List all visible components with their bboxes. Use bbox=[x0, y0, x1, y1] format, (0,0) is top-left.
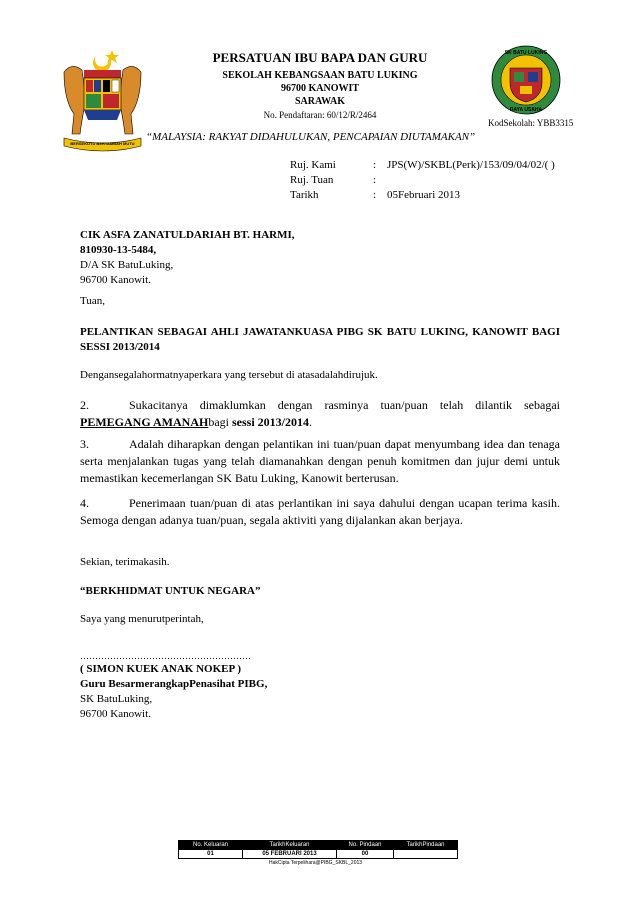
registration-number: No. Pendaftaran: 60/12/R/2464 bbox=[263, 110, 377, 120]
paragraph-3-text: Adalah diharapkan dengan pelantikan ini tuan/puan dapat menyumbang idea dan tenaga serta menjalankan tugas yang telah diamanahkan dengan penuh komitmen dan jujur demi untuk memastikan kecemerlangan SK Batu Luking, Kanowit berterusan. bbox=[80, 437, 560, 485]
school-crest-bottom-text: DAYA USAHA bbox=[509, 107, 543, 113]
salutation: Tuan, bbox=[80, 295, 105, 307]
footer-amendment-no: 00 bbox=[337, 850, 394, 859]
paragraph-2-role: PEMEGANG AMANAH bbox=[80, 415, 209, 429]
school-postcode-town: 96700 KANOWIT bbox=[280, 83, 360, 94]
ref-label: Ruj. Tuan bbox=[290, 174, 334, 186]
footer-header-issue-date: TarikhKeluaran bbox=[243, 841, 337, 850]
document-control-table bbox=[178, 840, 458, 859]
paragraph-4-text: Penerimaan tuan/puan di atas perlantikan ini saya dahului dengan ucapan terima kasih. Semoga dengan adanya tuan/puan, segala aktiviti yang dijalankan akan berjaya. bbox=[80, 496, 560, 527]
footer-header-amendment-date: TarikhPindaan bbox=[394, 841, 458, 850]
school-name: SEKOLAH KEBANGSAAN BATU LUKING bbox=[222, 70, 418, 81]
signatory-name: ( SIMON KUEK ANAK NOKEP ) bbox=[80, 663, 242, 675]
ref-sep: : bbox=[373, 189, 377, 201]
paragraph-4-number: 4. bbox=[80, 496, 89, 510]
footer-amendment-date bbox=[394, 850, 458, 859]
ref-value: JPS(W)/SKBL(Perk)/153/09/04/02/( ) bbox=[387, 159, 555, 171]
ref-value: 05Februari 2013 bbox=[387, 189, 461, 201]
signatory-address-line2: 96700 Kanowit. bbox=[80, 708, 151, 720]
ref-sep: : bbox=[373, 159, 377, 171]
paragraph-2-number: 2. bbox=[80, 398, 89, 412]
subject: PELANTIKAN SEBAGAI AHLI JAWATANKUASA PIBG SK BATU LUKING, KANOWIT BAGI SESSI 2013/2014 bbox=[80, 326, 560, 353]
paragraph-3 bbox=[80, 436, 560, 487]
recipient-ic: 810930-13-5484, bbox=[80, 244, 157, 256]
recipient-name: CIK ASFA ZANATULDARIAH BT. HARMI, bbox=[80, 229, 295, 241]
malaysia-crest-logo bbox=[60, 42, 145, 157]
paragraph-2-session: sessi 2013/2014 bbox=[232, 415, 310, 429]
school-code: KodSekolah: YBB3315 bbox=[488, 118, 574, 128]
paragraph-2-end: . bbox=[309, 415, 313, 429]
crest-banner-text: BERSEKUTU BERTAMBAH MUTU bbox=[70, 141, 135, 146]
recipient-address-line1: D/A SK BatuLuking, bbox=[80, 259, 174, 271]
motto: “MALAYSIA: RAKYAT DIDAHULUKAN, PENCAPAIAN DIUTAMAKAN” bbox=[146, 131, 476, 143]
copyright: HakCipta Terpelihara@PIBG_SKBL_2013 bbox=[268, 860, 363, 866]
footer-issue-no: 01 bbox=[179, 850, 243, 859]
signature-block bbox=[80, 651, 560, 722]
paragraph-2 bbox=[80, 397, 560, 431]
signatory-title: Guru BesarmerangkapPenasihat PIBG, bbox=[80, 678, 268, 690]
paragraph-2-mid: bagi bbox=[208, 415, 232, 429]
ref-sep: : bbox=[373, 174, 377, 186]
slogan: “BERKHIDMAT UNTUK NEGARA” bbox=[80, 585, 261, 597]
signatory-address-line1: SK BatuLuking, bbox=[80, 693, 153, 705]
signature-line: ………………………………………………… bbox=[80, 651, 251, 661]
ref-label: Ruj. Kami bbox=[290, 159, 336, 171]
school-crest-top-text: SK BATU LUKING bbox=[504, 50, 548, 56]
yours-faithfully: Saya yang menurutperintah, bbox=[80, 613, 204, 625]
school-crest-logo bbox=[490, 44, 562, 116]
paragraph-2-text: Sukacitanya dimaklumkan dengan rasminya tuan/puan telah dilantik sebagai bbox=[129, 398, 560, 412]
ref-label: Tarikh bbox=[290, 189, 319, 201]
footer-issue-date: 05 FEBRUARI 2013 bbox=[243, 850, 337, 859]
school-state: SARAWAK bbox=[294, 96, 345, 107]
org-name: PERSATUAN IBU BAPA DAN GURU bbox=[212, 50, 428, 65]
footer-header-issue-no: No. Keluaran bbox=[179, 841, 243, 850]
recipient-address-line2: 96700 Kanowit. bbox=[80, 274, 151, 286]
paragraph-4 bbox=[80, 495, 560, 529]
intro-paragraph: Dengansegalahormatnyaperkara yang tersebut di atasadalahdirujuk. bbox=[80, 369, 378, 381]
footer-header-amendment-no: No. Pindaan bbox=[337, 841, 394, 850]
closing: Sekian, terimakasih. bbox=[80, 556, 170, 568]
paragraph-3-number: 3. bbox=[80, 437, 89, 451]
recipient-block bbox=[80, 228, 560, 288]
